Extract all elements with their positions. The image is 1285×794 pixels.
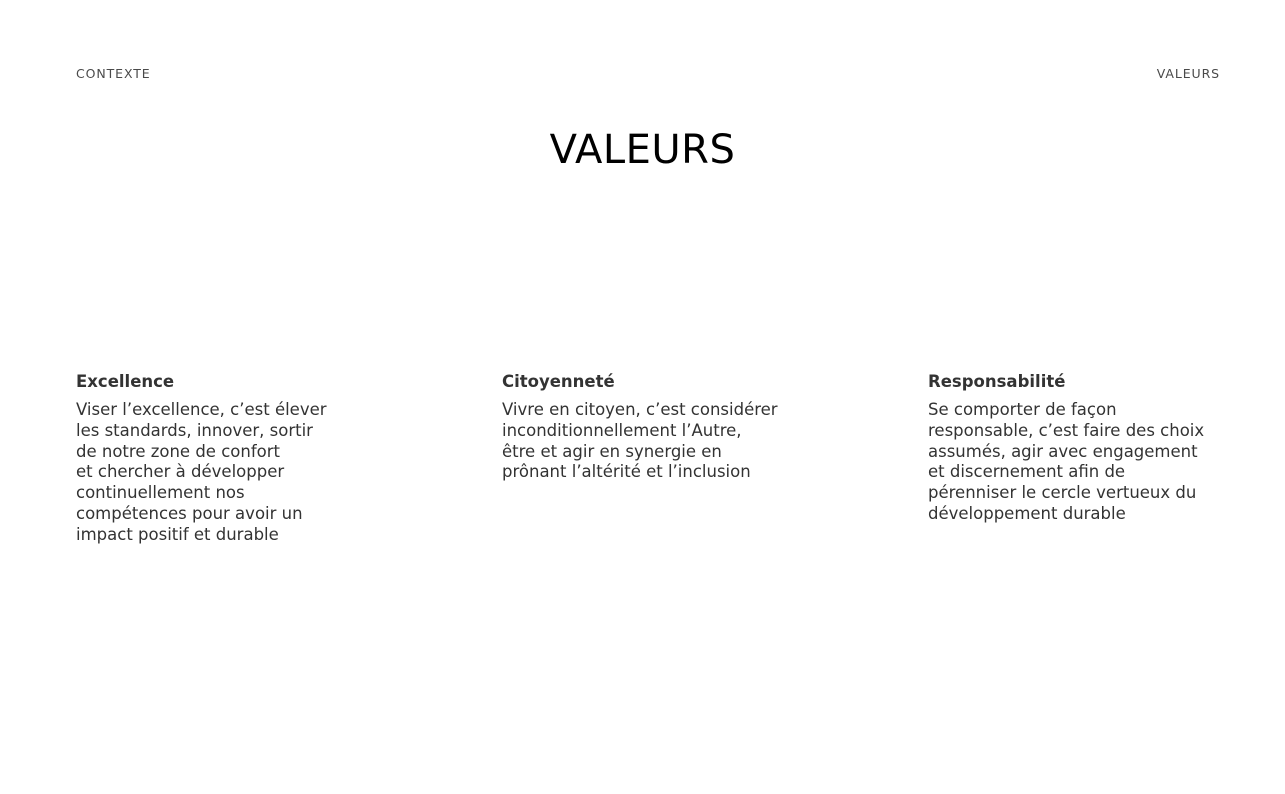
value-heading: Responsabilité <box>928 372 1066 391</box>
nav-valeurs-link[interactable]: VALEURS <box>1156 66 1220 81</box>
value-heading: Citoyenneté <box>502 372 615 391</box>
value-card-responsabilite <box>928 371 1228 525</box>
value-card-citoyennete <box>502 371 802 483</box>
value-card-excellence <box>76 371 376 546</box>
value-description: Viser l’excellence, c’est élever les standards, innover, sortir de notre zone de confort et chercher à développer continuellement nos compétences pour avoir un impact positif et durable <box>76 400 327 544</box>
page-title: VALEURS <box>549 127 736 173</box>
value-description: Vivre en citoyen, c’est considérer inconditionnellement l’Autre, être et agir en synergie en prônant l’altérité et l’inclusion <box>502 400 778 482</box>
nav-contexte-link[interactable]: CONTEXTE <box>76 66 151 81</box>
value-heading: Excellence <box>76 372 175 391</box>
value-description: Se comporter de façon responsable, c’est faire des choix assumés, agir avec engagement et discernement afin de pérenniser le cercle vertueux du développement durable <box>928 400 1205 523</box>
